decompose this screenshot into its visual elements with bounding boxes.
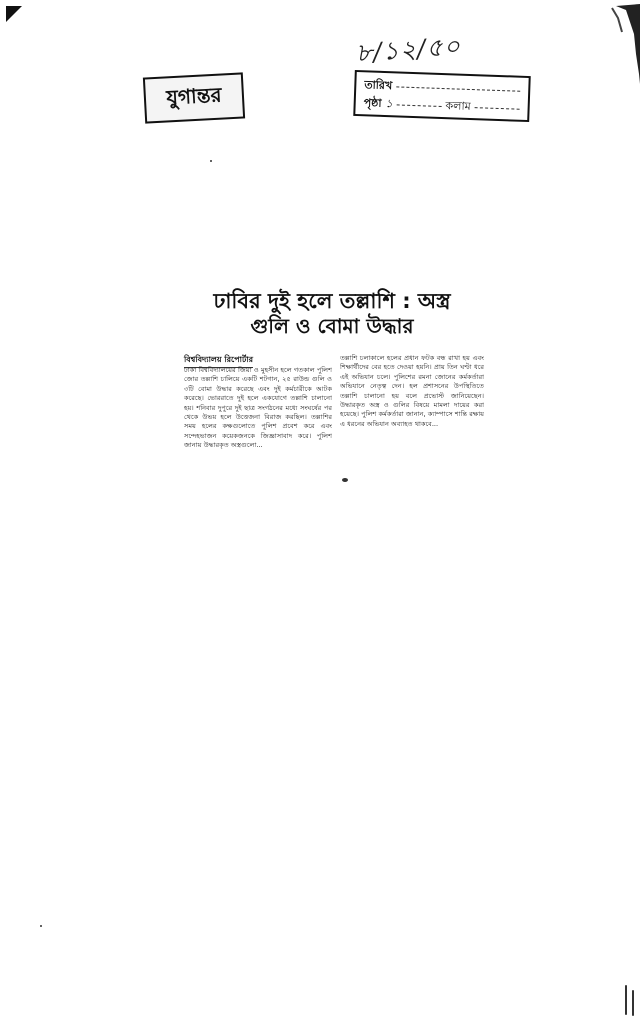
newspaper-masthead-stamp: যুগান্তর: [143, 72, 245, 123]
page-label: পৃষ্ঠা: [363, 95, 382, 110]
article-byline: বিশ্ববিদ্যালয় রিপোর্টার: [184, 354, 253, 368]
headline-line-2: গুলি ও বোমা উদ্ধার: [250, 314, 414, 339]
handwritten-date: ৮/১২/৫০: [354, 31, 462, 68]
article-headline: [176, 288, 488, 339]
page-value: ১: [385, 96, 393, 110]
page-fill-line: [397, 104, 442, 107]
scan-speck: [632, 990, 634, 1016]
date-label: তারিখ: [364, 77, 393, 92]
date-fill-line: [396, 86, 520, 91]
article-body-column-2: তল্লাশি চলাকালে হলের প্রধান ফটক বন্ধ রাখা হয় এবং শিক্ষার্থীদের বের হতে দেওয়া হয়নি। প্রায় তিন ঘণ্টা ধরে এই অভিযান চলে। পুলিশের রমনা জোনের কর্মকর্তারা অভিযানে নেতৃত্ব দেন। হল প্রশাসনের উপস্থিতিতে তল্লাশি চালানো হয় বলে প্রভোস্ট জানিয়েছেন। উদ্ধারকৃত অস্ত্র ও গুলির বিষয়ে মামলা দায়ের করা হয়েছে। পুলিশ কর্মকর্তারা জানান, ক্যাম্পাসে শান্তি রক্ষায় এ ধরনের অভিযান অব্যাহত থাকবে...: [340, 354, 484, 428]
scan-speck: [342, 478, 348, 482]
scan-speck: [40, 925, 42, 927]
column-label: কলাম: [445, 98, 471, 113]
headline-line-1: ঢাবির দুই হলে তল্লাশি : অস্ত্র: [213, 289, 451, 313]
newspaper-clipping: [176, 282, 488, 514]
scan-edge-scratch: [606, 4, 640, 84]
corner-fold-mark: [6, 6, 22, 22]
archive-date-stamp: [353, 70, 530, 122]
scan-speck: [210, 160, 212, 162]
article-body-column-1: ঢাকা বিশ্ববিদ্যালয়ের জিয়া ও মুহসীন হলে গতকাল পুলিশ জোর তল্লাশি চালিয়ে একটি শটগান, ২৫ রাউন্ড গুলি ও ৩টি বোমা উদ্ধার করেছে এবং দুই কর্মচারীকে আটক করেছে। ভোররাতে দুই হলে একযোগে তল্লাশি চালানো হয়। শনিবার দুপুরে দুই ছাত্র সংগঠনের মধ্যে সংঘর্ষের পর থেকে উভয় হলে উত্তেজনা বিরাজ করছিল। তল্লাশির সময় হলের কক্ষগুলোতে পুলিশ প্রবেশ করে এবং সন্দেহভাজন কয়েকজনকে জিজ্ঞাসাবাদ করে। পুলিশ জানায় উদ্ধারকৃত অস্ত্রগুলো...: [184, 366, 332, 450]
scan-speck: [625, 985, 627, 1015]
column-fill-line: [475, 107, 520, 110]
